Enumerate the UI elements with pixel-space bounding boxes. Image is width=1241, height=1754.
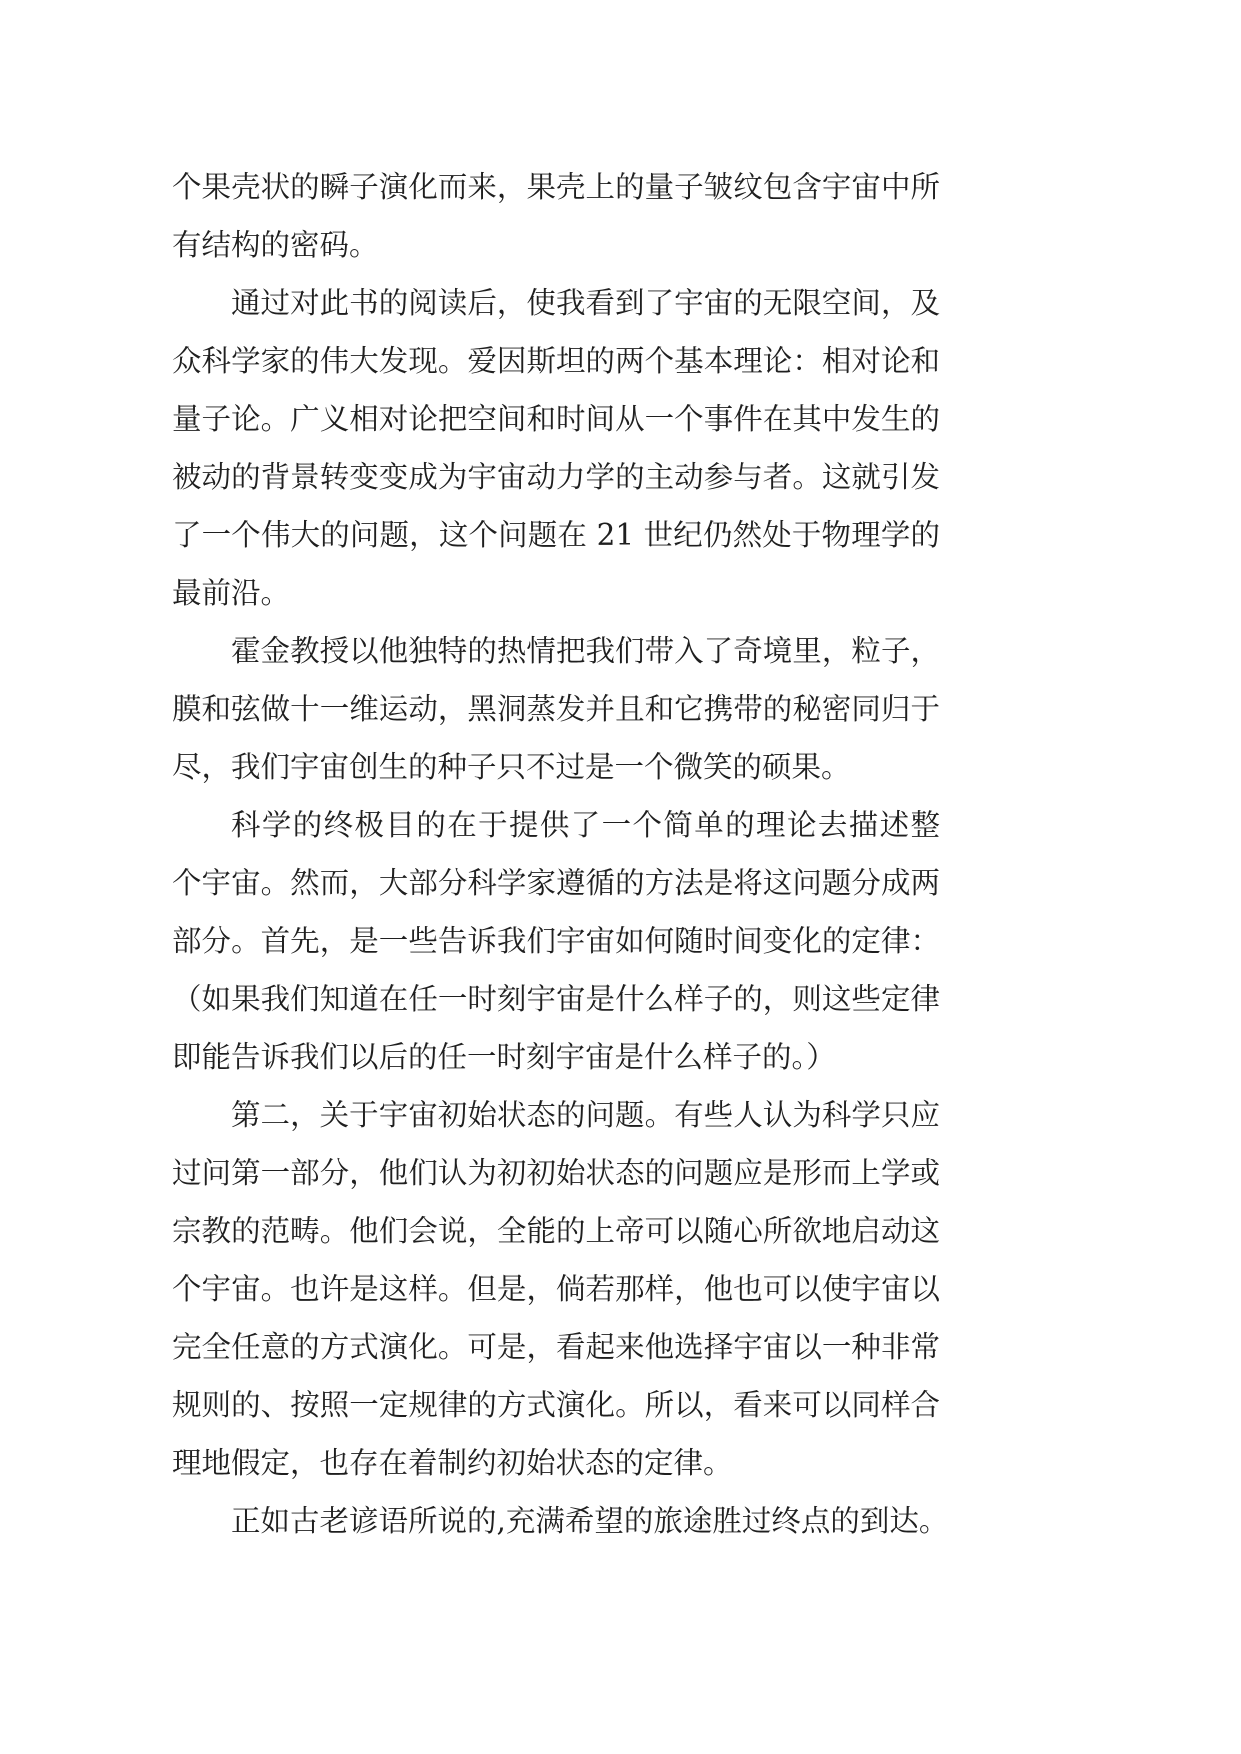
paragraph-line: 个宇宙。也许是这样。但是，倘若那样，他也可以使宇宙以	[172, 1272, 940, 1306]
paragraph-line: 了一个伟大的问题，这个问题在 21 世纪仍然处于物理学的	[172, 518, 940, 552]
paragraph-line: 理地假定，也存在着制约初始状态的定律。	[172, 1446, 733, 1480]
paragraph-line: （如果我们知道在任一时刻宇宙是什么样子的，则这些定律	[172, 982, 940, 1016]
paragraph-line: 过问第一部分，他们认为初初始状态的问题应是形而上学或	[172, 1156, 940, 1190]
paragraph-line: 霍金教授以他独特的热情把我们带入了奇境里，粒子，	[231, 634, 940, 668]
paragraph	[172, 796, 940, 1086]
paragraph-line: 尽，我们宇宙创生的种子只不过是一个微笑的硕果。	[172, 750, 851, 784]
paragraph	[172, 274, 940, 622]
paragraph-line: 有结构的密码。	[172, 228, 379, 262]
paragraph-line: 通过对此书的阅读后，使我看到了宇宙的无限空间，及	[231, 286, 940, 320]
paragraph-line: 部分。首先，是一些告诉我们宇宙如何随时间变化的定律：	[172, 924, 940, 958]
paragraph-line: 规则的、按照一定规律的方式演化。所以，看来可以同样合	[172, 1388, 940, 1422]
paragraph	[172, 158, 940, 274]
paragraph-line: 宗教的范畴。他们会说，全能的上帝可以随心所欲地启动这	[172, 1214, 940, 1248]
paragraph-line: 第二，关于宇宙初始状态的问题。有些人认为科学只应	[231, 1098, 940, 1132]
paragraph-line: 众科学家的伟大发现。爱因斯坦的两个基本理论：相对论和	[172, 344, 940, 378]
paragraph-line: 正如古老谚语所说的,充满希望的旅途胜过终点的到达。	[231, 1504, 949, 1538]
paragraph-line: 膜和弦做十一维运动，黑洞蒸发并且和它携带的秘密同归于	[172, 692, 940, 726]
paragraph-line: 个宇宙。然而，大部分科学家遵循的方法是将这问题分成两	[172, 866, 940, 900]
paragraph	[172, 1086, 940, 1492]
paragraph	[172, 1492, 949, 1550]
paragraph-line: 量子论。广义相对论把空间和时间从一个事件在其中发生的	[172, 402, 940, 436]
paragraph-line: 即能告诉我们以后的任一时刻宇宙是什么样子的。）	[172, 1040, 836, 1074]
body-text	[172, 158, 949, 1550]
paragraph-line: 个果壳状的瞬子演化而来，果壳上的量子皱纹包含宇宙中所	[172, 170, 940, 204]
paragraph-line: 最前沿。	[172, 576, 291, 610]
paragraph	[172, 622, 940, 796]
paragraph-line: 科学的终极目的在于提供了一个简单的理论去描述整	[231, 808, 940, 842]
paragraph-line: 被动的背景转变变成为宇宙动力学的主动参与者。这就引发	[172, 460, 940, 494]
paragraph-line: 完全任意的方式演化。可是，看起来他选择宇宙以一种非常	[172, 1330, 940, 1364]
